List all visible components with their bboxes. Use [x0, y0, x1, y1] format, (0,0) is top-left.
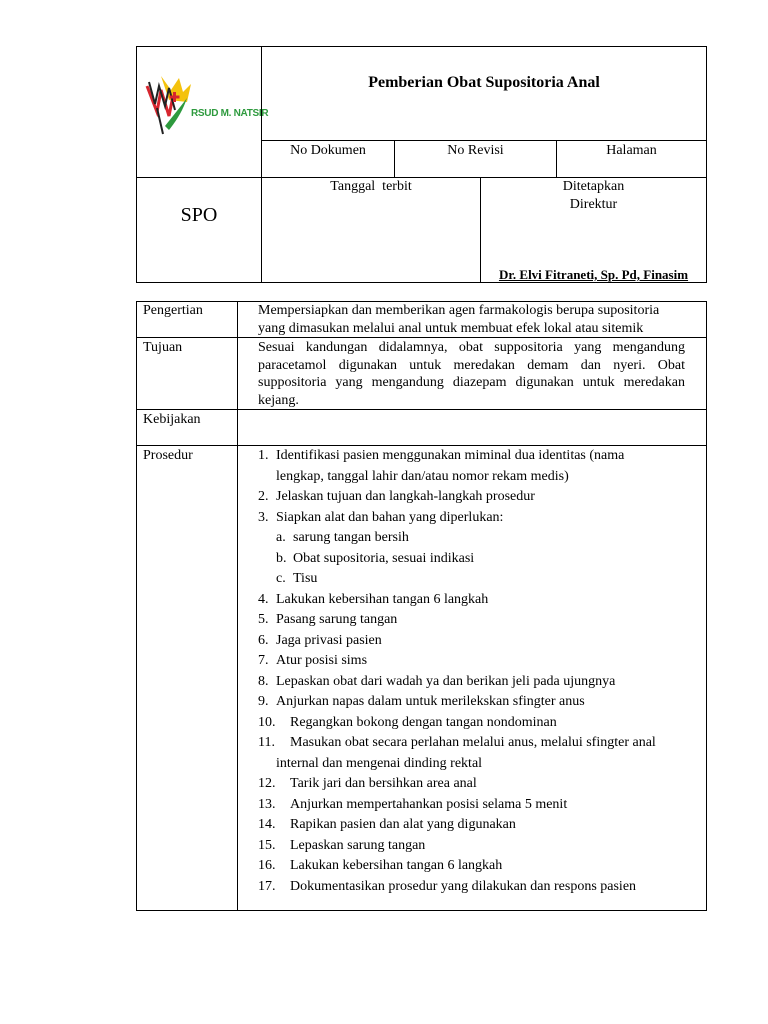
prosedur-item-number: b. [276, 550, 287, 566]
prosedur-item-number: 12. [258, 776, 276, 791]
prosedur-item-text: Lepaskan obat dari wadah ya dan berikan jeli pada ujungnya [276, 673, 616, 689]
prosedur-item-number: 7. [258, 653, 269, 668]
pengertian-label: Pengertian [143, 303, 203, 318]
prosedur-item-text: Pasang sarung tangan [276, 612, 398, 627]
prosedur-item-text: Tisu [293, 571, 318, 586]
tujuan-label: Tujuan [143, 340, 183, 355]
pengertian-text: Mempersiapkan dan memberikan agen farmakologis berupa supositoria yang dimasukan melalui anal untuk membuat efek lokal atau sitemik [258, 303, 660, 336]
prosedur-item-number: 1. [258, 448, 269, 463]
prosedur-item-text: Jaga privasi pasien [276, 632, 382, 648]
no-dokumen-label: No Dokumen [290, 143, 366, 158]
logo-emblem-icon [143, 72, 258, 140]
prosedur-item-number: 14. [258, 817, 276, 832]
logo-text: RSUD M. NATSIR [191, 108, 269, 119]
halaman-label: Halaman [606, 143, 657, 158]
prosedur-item-number: 2. [258, 489, 269, 504]
prosedur-item-text: lengkap, tanggal lahir dan/atau nomor rekam medis) [276, 468, 569, 484]
spo-label: SPO [180, 204, 218, 226]
prosedur-item-number: 8. [258, 673, 269, 689]
prosedur-item-text: Lepaskan sarung tangan [290, 837, 426, 853]
prosedur-item-text: Rapikan pasien dan alat yang digunakan [290, 817, 516, 832]
tanggal-terbit-label: Tanggal terbit [330, 179, 412, 194]
prosedur-item-text: Dokumentasikan prosedur yang dilakukan dan respons pasien [290, 878, 637, 894]
prosedur-item-text: Lakukan kebersihan tangan 6 langkah [276, 591, 489, 607]
prosedur-item-number: 11. [258, 735, 275, 750]
prosedur-item-number: 6. [258, 632, 269, 648]
prosedur-item-number: 13. [258, 796, 276, 812]
prosedur-item-number: 3. [258, 509, 269, 525]
prosedur-item-text: Lakukan kebersihan tangan 6 langkah [290, 858, 503, 873]
prosedur-item-number: 16. [258, 858, 276, 873]
prosedur-item-number: a. [276, 530, 286, 545]
prosedur-item-text: Anjurkan mempertahankan posisi selama 5 menit [290, 796, 568, 812]
direktur-label: Direktur [569, 197, 618, 212]
prosedur-item-text: Siapkan alat dan bahan yang diperlukan: [276, 509, 504, 525]
prosedur-item-number: 4. [258, 591, 269, 607]
prosedur-item-text: sarung tangan bersih [293, 530, 409, 545]
prosedur-item-text: Regangkan bokong dengan tangan nondominan [290, 714, 557, 730]
tujuan-text: Sesuai kandungan didalamnya, obat suppositoria yang mengandung paracetamol digunakan untuk meredakan demam dan nyeri. Obat suppositoria yang mengandung diazepam digunakan untuk meredakan kejang. [258, 340, 685, 408]
signatory-name: Dr. Elvi Fitraneti, Sp. Pd, Finasim [498, 267, 689, 282]
prosedur-item-text: Tarik jari dan bersihkan area anal [290, 776, 477, 791]
prosedur-item-number: 5. [258, 612, 269, 627]
hospital-logo [143, 72, 269, 140]
prosedur-item-number: 9. [258, 694, 269, 709]
prosedur-item-text: Jelaskan tujuan dan langkah-langkah prosedur [276, 489, 535, 504]
no-revisi-label: No Revisi [447, 143, 504, 158]
prosedur-item-text: Anjurkan napas dalam untuk merilekskan sfingter anus [276, 694, 585, 709]
prosedur-item-text: Obat supositoria, sesuai indikasi [293, 550, 475, 566]
prosedur-item-text: internal dan mengenai dinding rektal [276, 755, 483, 771]
kebijakan-label: Kebijakan [143, 412, 201, 427]
prosedur-item-number: 15. [258, 837, 276, 853]
prosedur-item-number: 10. [258, 714, 276, 730]
document-title: Pemberian Obat Supositoria Anal [368, 74, 600, 91]
prosedur-item-number: c. [276, 571, 286, 586]
prosedur-item-text: Masukan obat secara perlahan melalui anus, melalui sfingter anal [290, 735, 656, 750]
prosedur-item-number: 17. [258, 878, 276, 894]
prosedur-label: Prosedur [143, 448, 193, 463]
ditetapkan-label: Ditetapkan [562, 179, 625, 194]
prosedur-item-text: Atur posisi sims [276, 653, 368, 668]
prosedur-item-text: Identifikasi pasien menggunakan miminal dua identitas (nama [276, 448, 625, 463]
